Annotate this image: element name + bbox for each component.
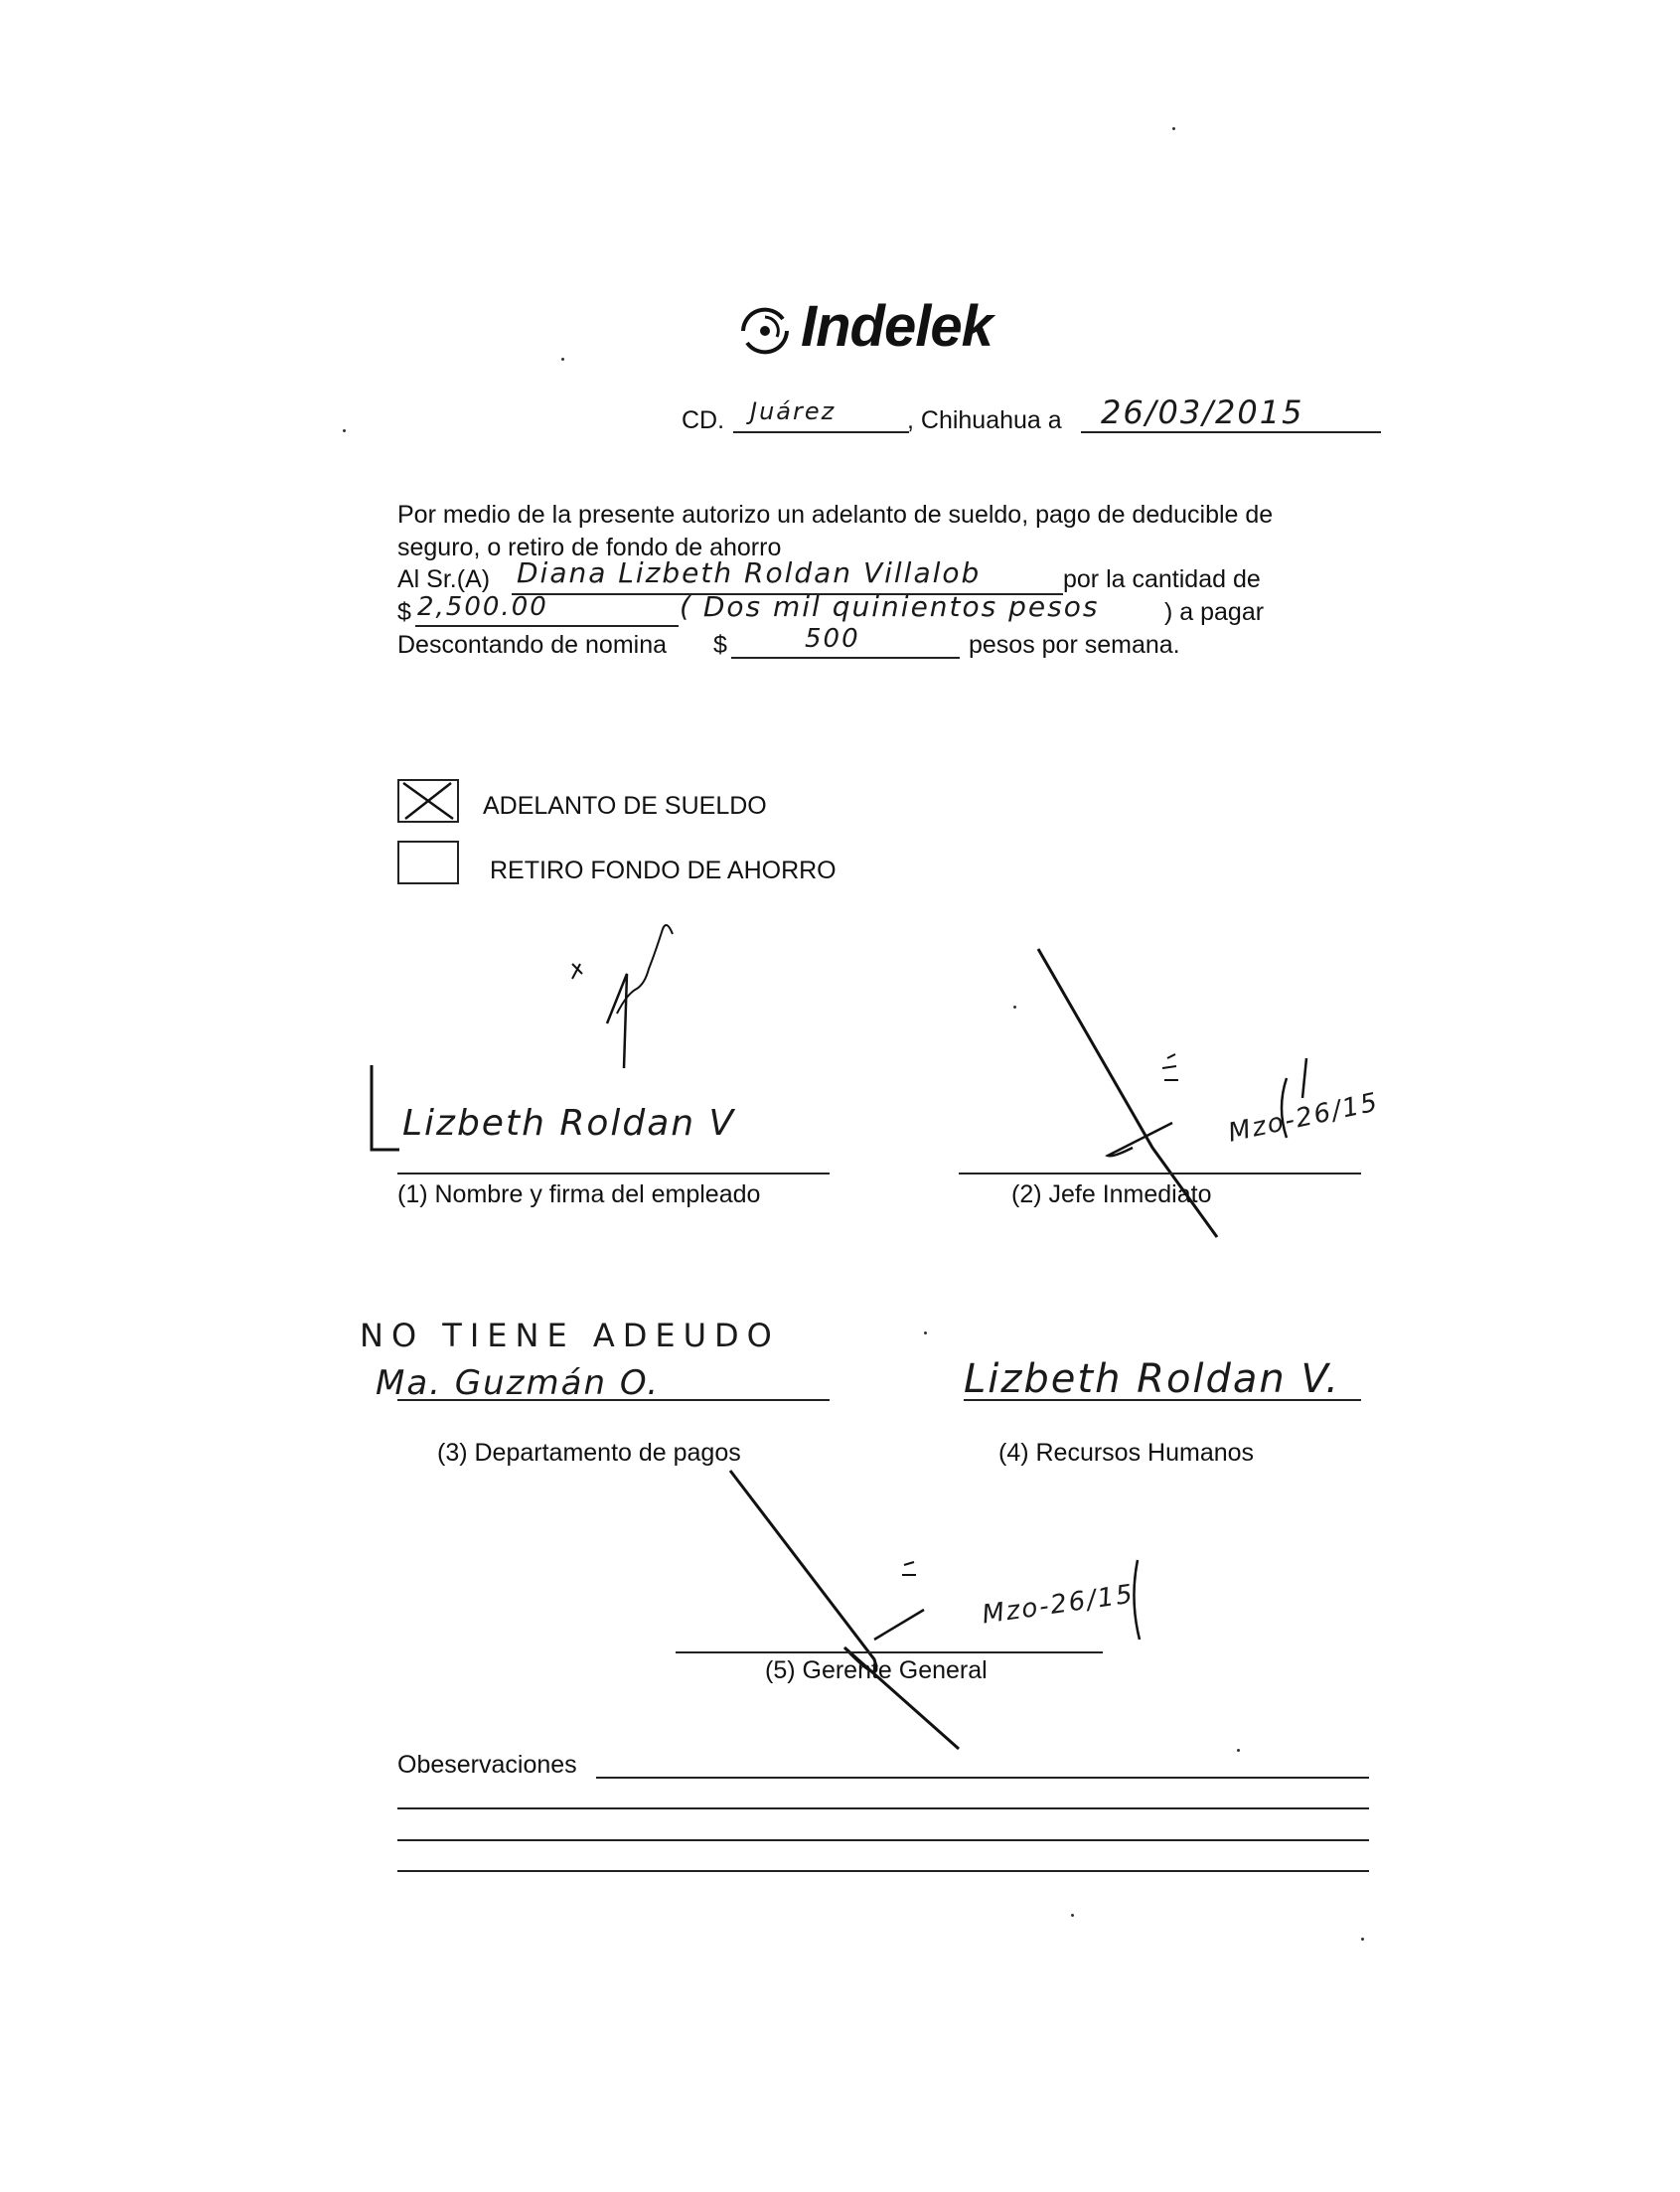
scan-speck xyxy=(1361,1938,1364,1941)
weekly-value: 500 xyxy=(805,624,860,654)
observaciones-line-1[interactable] xyxy=(596,1777,1369,1779)
body-line-1: Por medio de la presente autorizo un adelanto de sueldo, pago de deducible de xyxy=(397,501,1274,529)
a-pagar-text: ) a pagar xyxy=(1164,598,1265,626)
company-logo xyxy=(735,293,1033,373)
por-cantidad-text: por la cantidad de xyxy=(1063,565,1261,593)
date-field-line xyxy=(1081,431,1381,433)
adelanto-label: ADELANTO DE SUELDO xyxy=(483,792,767,820)
gerente-date-text: Mzo-26/15 xyxy=(980,1579,1137,1631)
pagos-signature-text: Ma. Guzmán O. xyxy=(376,1363,661,1403)
observaciones-line-3[interactable] xyxy=(397,1839,1369,1841)
scan-speck xyxy=(561,358,564,361)
employee-name-value: Diana Lizbeth Roldan Villalob xyxy=(517,556,982,589)
scan-speck xyxy=(924,1331,927,1334)
observaciones-label: Obeservaciones xyxy=(397,1751,577,1779)
jefe-signature-line xyxy=(959,1173,1361,1174)
employee-signature-label: (1) Nombre y firma del empleado xyxy=(397,1180,761,1208)
body-line-2: seguro, o retiro de fondo de ahorro xyxy=(397,534,782,561)
x-mark-icon xyxy=(397,779,459,823)
descontando-label: Descontando de nomina xyxy=(397,631,668,659)
jefe-date-text: Mzo-26/15 xyxy=(1225,1087,1382,1149)
logo-text: Indelek xyxy=(801,294,993,359)
nomina-prefix: $ xyxy=(713,631,727,659)
amount-words-value: ( Dos mil quinientos pesos xyxy=(680,590,1100,623)
employee-signature-line xyxy=(397,1173,830,1174)
city-prefix: CD. xyxy=(682,406,725,434)
pagos-note-text: NO TIENE ADEUDO xyxy=(360,1317,780,1354)
pagos-signature-label: (3) Departamento de pagos xyxy=(437,1439,741,1467)
gerente-signature-line xyxy=(676,1651,1103,1653)
rh-signature-label: (4) Recursos Humanos xyxy=(998,1439,1255,1467)
pagos-signature-line xyxy=(397,1399,830,1401)
pesos-semana-text: pesos por semana. xyxy=(969,631,1180,659)
date-value: 26/03/2015 xyxy=(1101,393,1304,431)
rh-signature-line xyxy=(964,1399,1361,1401)
rh-signature-text: Lizbeth Roldan V. xyxy=(964,1356,1340,1402)
al-sr-label: Al Sr.(A) xyxy=(397,565,491,593)
retiro-label: RETIRO FONDO DE AHORRO xyxy=(490,857,837,884)
gerente-signature-label: (5) Gerente General xyxy=(765,1656,988,1684)
retiro-checkbox[interactable] xyxy=(397,841,459,884)
scan-speck xyxy=(343,429,346,432)
weekly-amount-line xyxy=(731,657,960,659)
state-text: , Chihuahua a xyxy=(907,406,1062,434)
scan-speck xyxy=(1013,1006,1016,1009)
scan-speck xyxy=(1172,127,1175,130)
scan-speck xyxy=(1071,1914,1074,1917)
swirl-logo-icon xyxy=(735,301,795,361)
adelanto-checkbox[interactable] xyxy=(397,779,459,823)
amount-line xyxy=(415,625,679,627)
city-field-line xyxy=(733,431,909,433)
employee-signature-text: Lizbeth Roldan V xyxy=(402,1103,736,1144)
observaciones-line-2[interactable] xyxy=(397,1807,1369,1809)
amount-prefix: $ xyxy=(397,598,411,626)
observaciones-line-4[interactable] xyxy=(397,1870,1369,1872)
employee-initials-scribble xyxy=(562,904,682,1073)
amount-value: 2,500.00 xyxy=(417,592,548,622)
scan-speck xyxy=(1237,1749,1240,1752)
gerente-signature xyxy=(725,1471,984,1759)
jefe-signature-label: (2) Jefe Inmediato xyxy=(1011,1180,1212,1208)
city-value: Juárez xyxy=(750,397,837,425)
